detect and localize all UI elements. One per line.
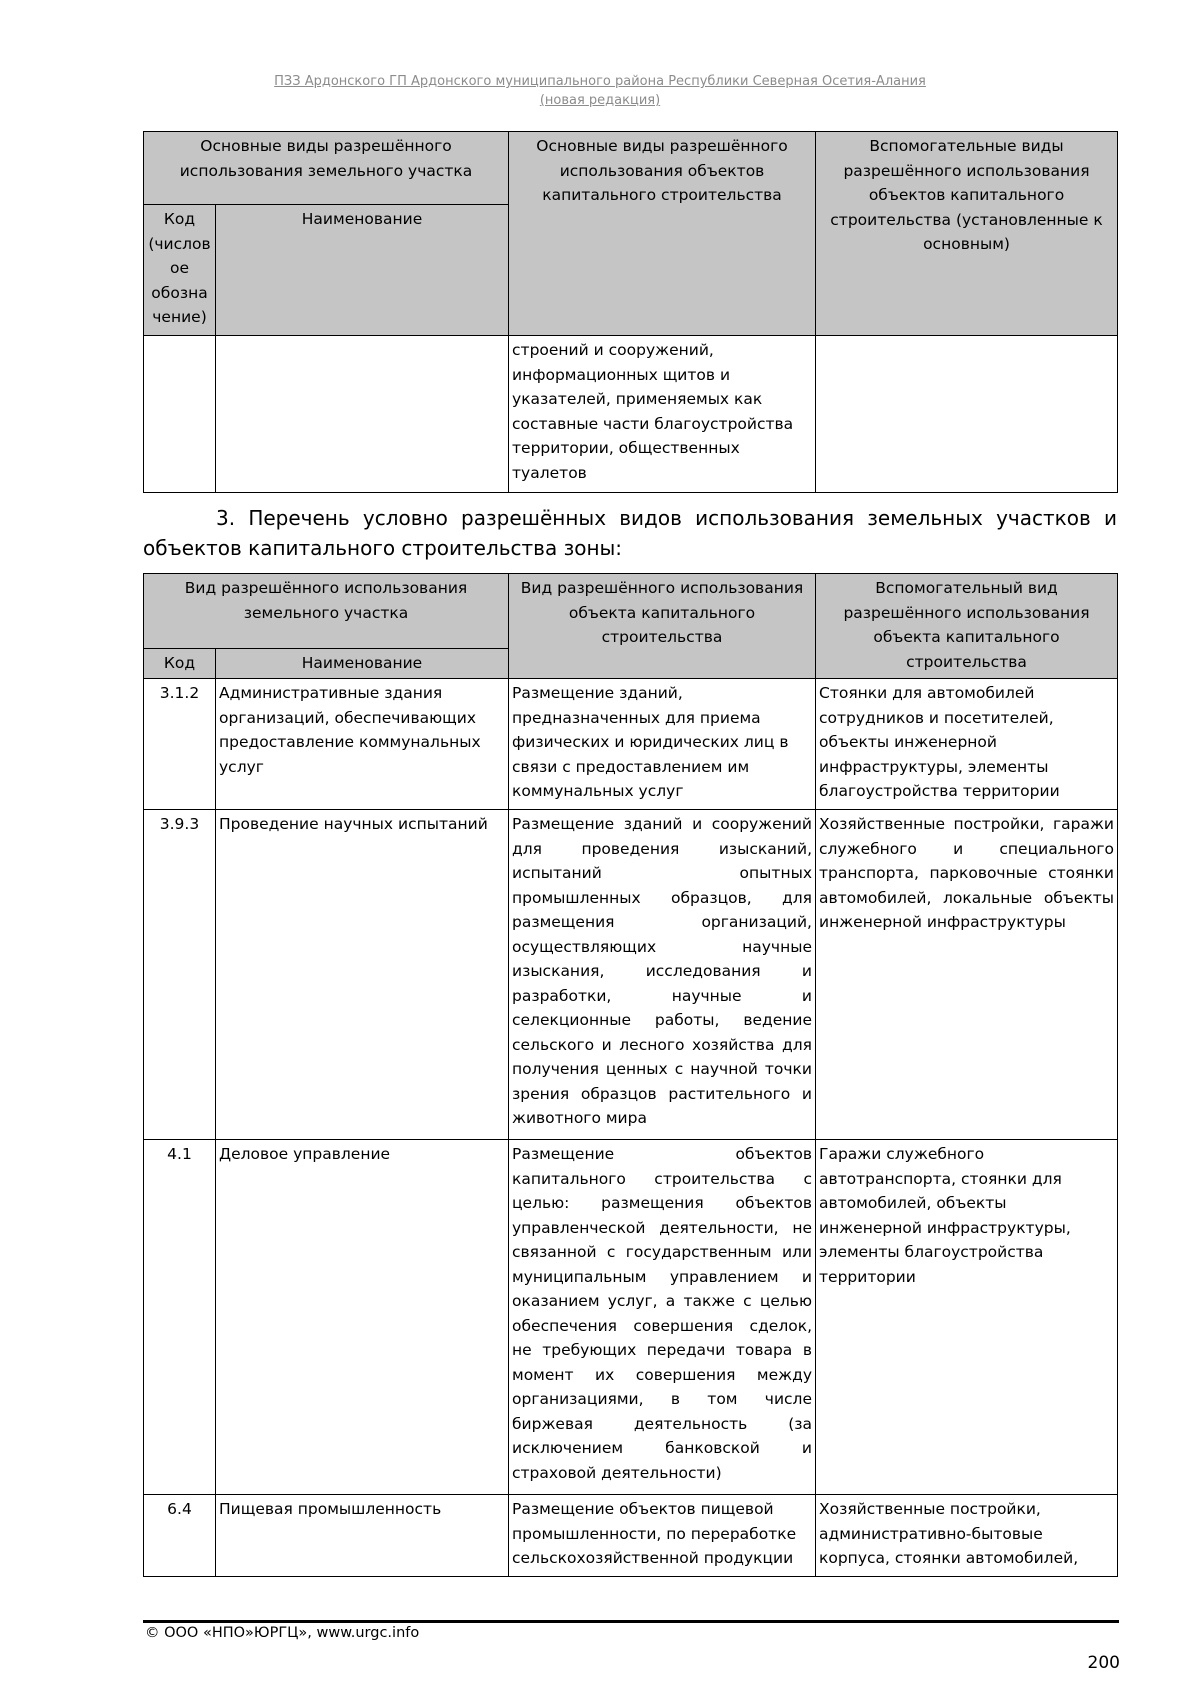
document-header — [0, 72, 1200, 110]
section-paragraph: 3. Перечень условно разрешённых видов использования земельных участков и объектов капитального строительства зоны: — [143, 506, 1117, 560]
row-name: Деловое управление — [216, 1140, 509, 1495]
row-capital-use: строений и сооружений, информационных щитов и указателей, применяемых как составные части благоустройства территории, общественных туалетов — [509, 336, 816, 493]
header-main-land-uses: Основные виды разрешённого использования земельного участка — [144, 132, 509, 205]
row-code: 6.4 — [144, 1495, 216, 1577]
header-code: Код (числов ое обозна чение) — [144, 205, 216, 336]
row-auxiliary-use: Хозяйственные постройки, административно-бытовые корпуса, стоянки автомобилей, — [816, 1495, 1118, 1577]
row-capital-use: Размещение объектов пищевой промышленности, по переработке сельскохозяйственной продукции — [509, 1495, 816, 1577]
row-code — [144, 336, 216, 493]
row-capital-use: Размещение зданий и сооружений для проведения изысканий, испытаний опытных промышленных образцов, для размещения организаций, осуществляющих научные изыскания, исследования и разработки, научные и селекционные работы, ведение сельского и лесного хозяйства для получения ценных с научной точки зрения образцов растительного и животного мира — [509, 810, 816, 1140]
row-auxiliary-use — [816, 336, 1118, 493]
table-row — [144, 1140, 1118, 1495]
header-auxiliary-use: Вспомогательный вид разрешённого использования объекта капитального строительства — [816, 574, 1118, 679]
table-row — [144, 679, 1118, 810]
header-capital-use: Вид разрешённого использования объекта капитального строительства — [509, 574, 816, 679]
row-auxiliary-use: Стоянки для автомобилей сотрудников и посетителей, объекты инженерной инфраструктуры, элементы благоустройства территории — [816, 679, 1118, 810]
row-code: 3.9.3 — [144, 810, 216, 1140]
row-code: 4.1 — [144, 1140, 216, 1495]
row-name: Проведение научных испытаний — [216, 810, 509, 1140]
table-row — [144, 1495, 1118, 1577]
row-name: Пищевая промышленность — [216, 1495, 509, 1577]
header-title: ПЗЗ Ардонского ГП Ардонского муниципального района Республики Северная Осетия-Алания — [274, 74, 926, 89]
footer-copyright: © ООО «НПО»ЮРГЦ», www.urgc.info — [145, 1625, 420, 1641]
header-land-use: Вид разрешённого использования земельного участка — [144, 574, 509, 649]
permitted-uses-table-continued — [143, 131, 1118, 493]
table-row — [144, 810, 1118, 1140]
row-name: Административные здания организаций, обеспечивающих предоставление коммунальных услуг — [216, 679, 509, 810]
row-code: 3.1.2 — [144, 679, 216, 810]
row-auxiliary-use: Хозяйственные постройки, гаражи служебного и специального транспорта, парковочные стоянки автомобилей, локальные объекты инженерной инфраструктуры — [816, 810, 1118, 1140]
row-capital-use: Размещение объектов капитального строительства с целью: размещения объектов управленческой деятельности, не связанной с государственным или муниципальным управлением и оказанием услуг, а также с целью обеспечения совершения сделок, не требующих передачи товара в момент их совершения между организациями, в том числе биржевая деятельность (за исключением банковской и страховой деятельности) — [509, 1140, 816, 1495]
page-number: 200 — [1087, 1653, 1120, 1673]
row-auxiliary-use: Гаражи служебного автотранспорта, стоянки для автомобилей, объекты инженерной инфраструктуры, элементы благоустройства территории — [816, 1140, 1118, 1495]
header-code: Код — [144, 649, 216, 679]
header-name: Наименование — [216, 649, 509, 679]
row-name — [216, 336, 509, 493]
row-capital-use: Размещение зданий, предназначенных для приема физических и юридических лиц в связи с предоставлением им коммунальных услуг — [509, 679, 816, 810]
header-main-capital-uses: Основные виды разрешённого использования объектов капитального строительства — [509, 132, 816, 336]
table-row — [144, 336, 1118, 493]
header-name: Наименование — [216, 205, 509, 336]
header-auxiliary-uses: Вспомогательные виды разрешённого использования объектов капитального строительства (установленные к основным) — [816, 132, 1118, 336]
header-subtitle: (новая редакция) — [539, 93, 661, 108]
conditional-uses-table — [143, 573, 1118, 1577]
